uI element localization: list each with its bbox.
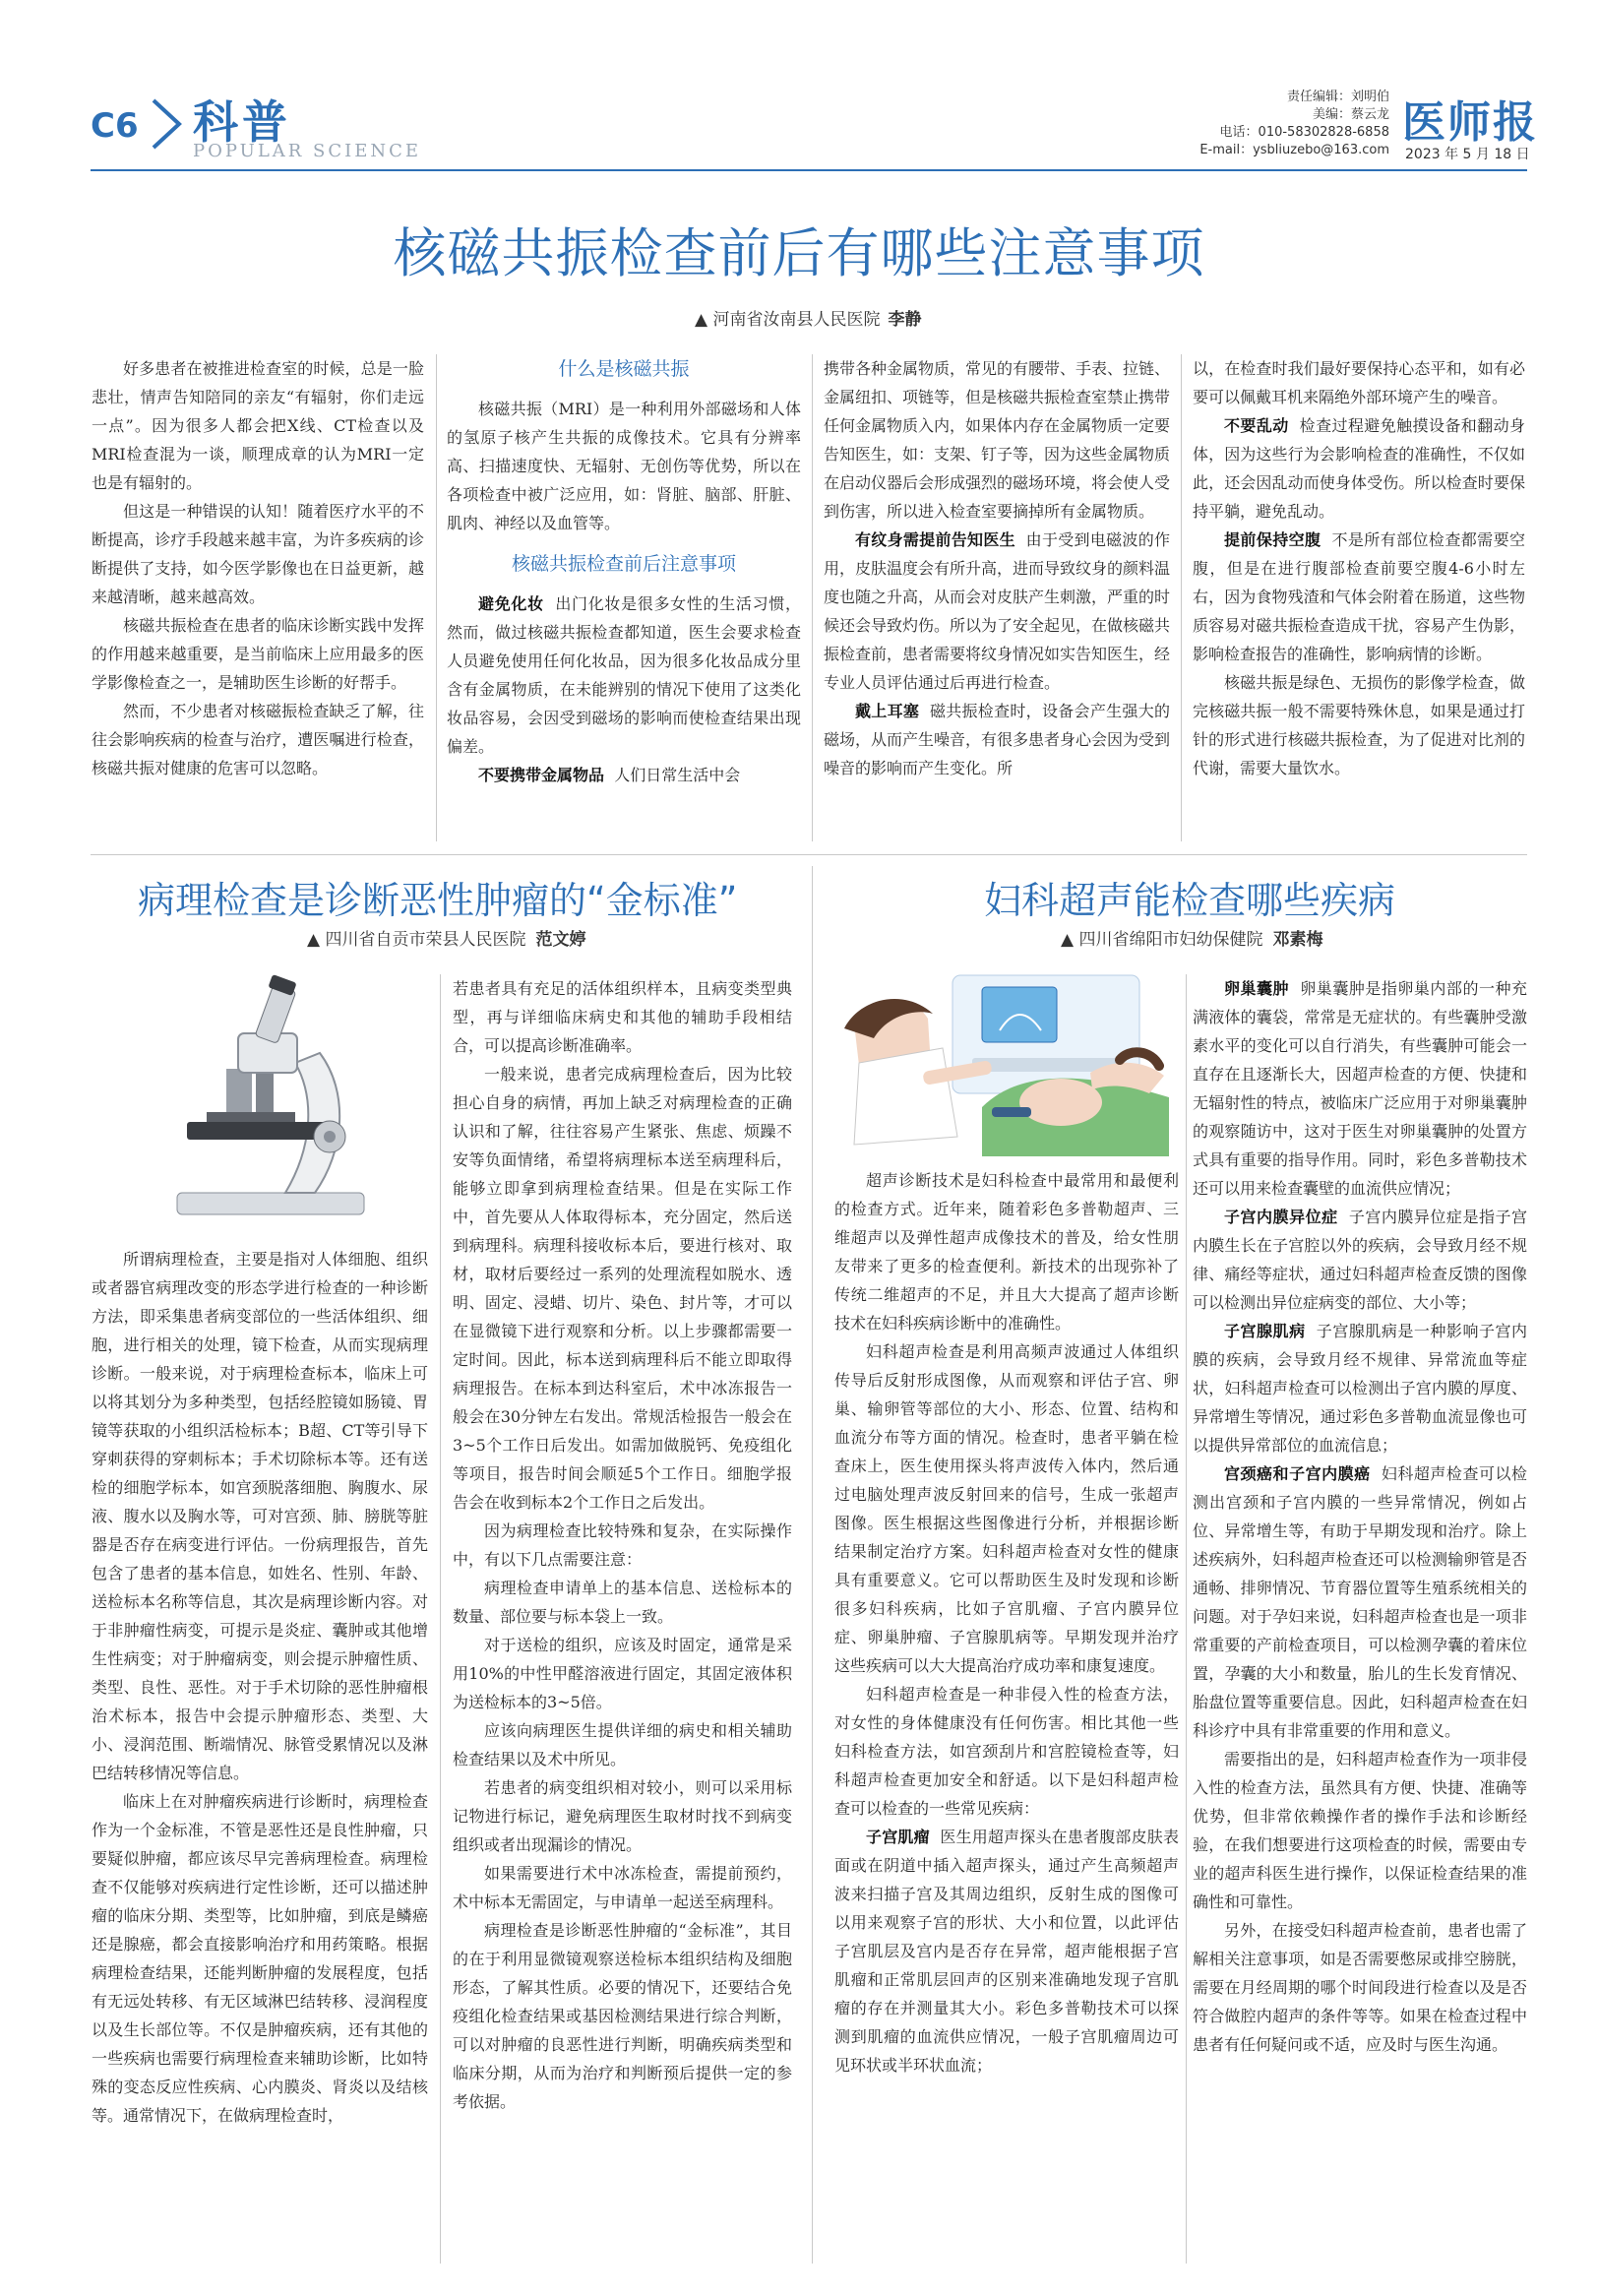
keyword-earplug: 戴上耳塞 — [855, 702, 920, 720]
column-divider — [436, 354, 437, 841]
article2-byline-author: 范文婷 — [535, 930, 586, 950]
paragraph: 病理检查是诊断恶性肿瘤的“金标准”，其目的在于利用显微镜观察送检标本组织结构及细胞形态，了解其性质。必要的情况下，还要结合免疫组化检查结果或基因检测结果进行综合判断，可以对肿瘤的良恶性进行判断，明确疾病类型和临床分期，从而为治疗和判断预后提供一定的参考依据。 — [453, 1921, 792, 2111]
article1-byline — [695, 305, 921, 330]
paragraph: 若患者具有充足的活体组织样本，且病变类型典型，再与详细临床病史和其他的辅助手段相结合，可以提高诊断准确率。 — [453, 979, 792, 1055]
paragraph-text: 出门化妆是很多女性的生活习惯，然而，做过核磁共振检查都知道，医生会要求检查人员避免使用任何化妆品，因为很多化妆品成分里含有金属物质，在未能辨别的情况下使用了这类化妆品容易，会因受到磁场的影响而使检查结果出现偏差。 — [447, 594, 801, 756]
paragraph: 但这是一种错误的认知！随着医疗水平的不断提高，诊疗手段越来越丰富，为许多疾病的诊断提供了支持，如今医学影像也在日益更新，越来越清晰，越来越高效。 — [92, 502, 424, 606]
keyword-endometriosis: 子宫内膜异位症 — [1224, 1208, 1338, 1226]
column-divider — [812, 354, 813, 841]
paragraph-text: 不是所有部位检查都需要空腹，但是在进行腹部检查前要空腹4-6小时左右，因为食物残渣和气体会附着在肠道，这些物质容易对磁共振检查造成干扰，容易产生伪影，影响检查报告的准确性，影响病情的诊断。 — [1193, 530, 1525, 663]
keyword-no-move: 不要乱动 — [1224, 416, 1289, 435]
paragraph: 若患者的病变组织相对较小，则可以采用标记物进行标记，避免病理医生取材时找不到病变组织或者出现漏诊的情况。 — [453, 1778, 792, 1854]
paragraph: 应该向病理医生提供详细的病史和相关辅助检查结果以及术中所见。 — [453, 1721, 792, 1769]
column-divider — [1186, 974, 1187, 2264]
paragraph: 一般来说，患者完成病理检查后，因为比较担心自身的病情，再加上缺乏对病理检查的正确认识和了解，往往容易产生紧张、焦虑、烦躁不安等负面情绪，希望将病理标本送至病理科后，能够立即拿到病理检查结果。但是在实际工作中，首先要从人体取得标本，充分固定，然后送到病理科。病理科接收标本后，要进行核对、取材，取材后要经过一系列的处理流程如脱水、透明、固定、浸蜡、切片、染色、封片等，才可以在显微镜下进行观察和分析。以上步骤都需要一定时间。因此，标本送到病理科后不能立即取得病理报告。在标本到达科室后，术中冰冻报告一般会在30分钟左右发出。常规活检报告一般会在3~5个工作日后发出。如需加做脱钙、免疫组化等项目，报告时间会顺延5个工作日。细胞学报告会在收到标本2个工作日之后发出。 — [453, 1065, 792, 1512]
ultrasound-illustration — [834, 969, 1179, 1156]
chevron-icon — [148, 96, 187, 152]
paragraph — [1193, 1203, 1527, 1317]
keyword-makeup: 避免化妆 — [478, 594, 544, 613]
paragraph: 所谓病理检查，主要是指对人体细胞、组织或者器官病理改变的形态学进行检查的一种诊断方法，即采集患者病变部位的一些活体组织、细胞，进行相关的处理，镜下检查，从而实现病理诊断。一般来说，对于病理检查标本，临床上可以将其划分为多种类型，包括经腔镜如肠镜、胃镜等获取的小组织活检标本；B超、CT等引导下穿刺获得的穿刺标本；手术切除标本等。还有送检的细胞学标本，如宫颈脱落细胞、胸腹水、尿液、腹水以及胸水等，可对宫颈、肺、膀胱等脏器是否存在病变进行评估。一份病理报告，首先包含了患者的基本信息，如姓名、性别、年龄、送检标本名称等信息，其次是病理诊断内容。对于非肿瘤性病变，可提示是炎症、囊肿或其他增生性病变；对于肿瘤病变，则会提示肿瘤性质、类型、良性、恶性。对于手术切除的恶性肿瘤根治术标本，报告中会提示肿瘤形态、类型、大小、浸润范围、断端情况、脉管受累情况以及淋巴结转移情况等信息。 — [92, 1250, 428, 1782]
article1-column-1 — [92, 354, 424, 782]
masthead-logo: 医师报 — [1402, 97, 1538, 148]
paragraph-text: 由于受到电磁波的作用，皮肤温度会有所升高，进而导致纹身的颜料温度也随之升高，从而会对皮肤产生刺激，严重的时候还会导致灼伤。所以为了安全起见，在做核磁共振检查前，患者需要将纹身情况如实告知医生，经专业人员评估通过后再进行检查。 — [824, 530, 1171, 692]
paragraph: 因为病理检查比较特殊和复杂，在实际操作中，有以下几点需要注意： — [453, 1521, 792, 1569]
paragraph-text: 人们日常生活中会 — [614, 766, 741, 784]
page-number: C6 — [91, 106, 139, 146]
paragraph: 以，在检查时我们最好要保持心态平和，如有必要可以佩戴耳机来隔绝外部环境产生的噪音。 — [1193, 359, 1525, 406]
paragraph: 如果需要进行术中冰冻检查，需提前预约，术中标本无需固定，与申请单一起送至病理科。 — [453, 1864, 792, 1911]
paragraph: 然而，不少患者对核磁振检查缺乏了解，往往会影响疾病的检查与治疗，遭医嘱进行检查，核磁共振对健康的危害可以忽略。 — [92, 702, 424, 777]
article3-column-2 — [1193, 974, 1527, 2059]
keyword-adenomyosis: 子宫腺肌病 — [1224, 1322, 1306, 1340]
article3-headline: 妇科超声能检查哪些疾病 — [984, 879, 1396, 922]
section-title-en: POPULAR SCIENCE — [193, 141, 422, 161]
paragraph: 另外，在接受妇科超声检查前，患者也需了解相关注意事项，如是否需要憋尿或排空膀胱，需要在月经周期的哪个时间段进行检查以及是否符合做腔内超声的条件等等。如果在检查过程中患者有任何疑问或不适，应及时与医生沟通。 — [1193, 1921, 1527, 2054]
paragraph: 核磁共振检查在患者的临床诊断实践中发挥的作用越来越重要，是当前临床上应用最多的医学影像检查之一，是辅助医生诊断的好帮手。 — [92, 616, 424, 692]
column-divider — [440, 974, 441, 2264]
paragraph — [1193, 974, 1527, 1203]
article3-column-1 — [834, 1166, 1179, 2079]
article3-byline-org: ▲ 四川省绵阳市妇幼保健院 — [1061, 930, 1263, 950]
paragraph-text: 检查过程避免触摸设备和翻动身体，因为这些行为会影响检查的准确性，不仅如此，还会因乱动而使身体受伤。所以检查时要保持平躺，避免乱动。 — [1193, 416, 1525, 521]
credit-designer: 美编：蔡云龙 — [1312, 107, 1389, 122]
paragraph-text: 医生用超声探头在患者腹部皮肤表面或在阴道中插入超声探头，通过产生高频超声波来扫描子宫及其周边组织，反射生成的图像可以用来观察子宫的形状、大小和位置，以此评估子宫肌层及宫内是否存在异常，超声能根据子宫肌瘤和正常肌层回声的区别来准确地发现子宫肌瘤的存在并测量其大小。彩色多普勒技术可以探测到肌瘤的血流供应情况，一般子宫肌瘤周边可见环状或半环状血流； — [834, 1828, 1179, 2075]
keyword-fasting: 提前保持空腹 — [1224, 530, 1321, 549]
paragraph-text: 磁共振检查时，设备会产生强大的磁场，从而产生噪音，有很多患者身心会因为受到噪音的影响而产生变化。所 — [824, 702, 1171, 777]
paragraph-text: 卵巢囊肿是指卵巢内部的一种充满液体的囊袋，常常是无症状的。有些囊肿受激素水平的变化可以自行消失，有些囊肿可能会一直存在且逐渐长大，因超声检查的方便、快捷和无辐射性的特点，被临床广泛应用于对卵巢囊肿的观察随访中，这对于医生对卵巢囊肿的处置方式具有重要的指导作用。同时，彩色多普勒技术还可以用来检查囊壁的血流供应情况； — [1193, 979, 1527, 1198]
page-header — [0, 0, 1598, 172]
paragraph: 需要指出的是，妇科超声检查作为一项非侵入性的检查方法，虽然具有方便、快捷、准确等优势，但非常依赖操作者的操作手法和诊断经验，在我们想要进行这项检查的时候，需要由专业的超声科医生进行操作，以保证检查结果的准确性和可靠性。 — [1193, 1750, 1527, 1911]
article2-byline-org: ▲ 四川省自贡市荣县人民医院 — [307, 930, 526, 950]
paragraph — [1193, 411, 1525, 526]
article3-byline — [1061, 925, 1322, 950]
article1-column-2 — [447, 354, 801, 789]
credit-email: E-mail：ysbliuzebo@163.com — [1199, 143, 1389, 157]
keyword-metal: 不要携带金属物品 — [478, 766, 605, 784]
article2-column-2 — [453, 974, 792, 2116]
paragraph — [1193, 1459, 1527, 1745]
issue-date: 2023 年 5 月 18 日 — [1405, 147, 1530, 162]
paragraph: 对于送检的组织，应该及时固定，通常是采用10%的中性甲醛溶液进行固定，其固定液体积为送检标本的3~5倍。 — [453, 1636, 792, 1711]
subheading-precautions: 核磁共振检查前后注意事项 — [511, 553, 736, 575]
header-rule — [91, 169, 1527, 171]
paragraph — [1193, 526, 1525, 668]
paragraph — [1193, 1317, 1527, 1459]
paragraph — [834, 1823, 1179, 2079]
paragraph: 核磁共振（MRI）是一种利用外部磁场和人体的氢原子核产生共振的成像技术。它具有分辨率高、扫描速度快、无辐射、无创伤等优势，所以在各项检查中被广泛应用，如：肾脏、脑部、肝脏、肌肉、神经以及血管等。 — [447, 400, 801, 532]
paragraph: 妇科超声检查是利用高频声波通过人体组织传导后反射形成图像，从而观察和评估子宫、卵巢、输卵管等部位的大小、形态、位置、结构和血流分布等方面的情况。检查时，患者平躺在检查床上，医生使用探头将声波传入体内，然后通过电脑处理声波反射回来的信号，生成一张超声图像。医生根据这些图像进行分析，并根据诊断结果制定治疗方案。妇科超声检查对女性的健康具有重要意义。它可以帮助医生及时发现和诊断很多妇科疾病，比如子宫肌瘤、子宫内膜异位症、卵巢肿瘤、子宫腺肌病等。早期发现并治疗这些疾病可以大大提高治疗成功率和康复速度。 — [834, 1342, 1179, 1675]
credit-editor: 责任编辑：刘明伯 — [1286, 90, 1389, 104]
paragraph: 好多患者在被推进检查室的时候，总是一脸悲壮，情声告知陪同的亲友“有辐射，你们走远一点”。因为很多人都会把X线、CT检查以及MRI检查混为一谈，顺理成章的认为MRI一定也是有辐射的。 — [92, 359, 424, 492]
article3-byline-author: 邓素梅 — [1272, 930, 1323, 950]
keyword-tattoo: 有纹身需提前告知医生 — [855, 530, 1015, 549]
article-separator — [91, 854, 1527, 855]
microscope-illustration — [148, 974, 423, 1220]
article1-column-4 — [1193, 354, 1525, 782]
paragraph — [447, 761, 801, 789]
article1-column-3 — [824, 354, 1170, 782]
keyword-myoma: 子宫肌瘤 — [866, 1828, 930, 1846]
section-title: 科普 — [193, 95, 291, 149]
credit-phone: 电话：010-58302828-6858 — [1219, 125, 1389, 140]
paragraph: 核磁共振是绿色、无损伤的影像学检查，做完核磁共振一般不需要特殊休息，如果是通过打针的形式进行核磁共振检查，为了促进对比剂的代谢，需要大量饮水。 — [1193, 673, 1525, 777]
paragraph: 携带各种金属物质，常见的有腰带、手表、拉链、金属纽扣、项链等，但是核磁共振检查室禁止携带任何金属物质入内，如果体内存在金属物质一定要告知医生，如：支架、钉子等，因为这些金属物质在启动仪器后会形成强烈的磁场环境，将会使人受到伤害，所以进入检查室要摘掉所有金属物质。 — [824, 359, 1171, 521]
article2-headline: 病理检查是诊断恶性肿瘤的“金标准” — [138, 879, 738, 922]
paragraph: 超声诊断技术是妇科检查中最常用和最便利的检查方式。近年来，随着彩色多普勒超声、三维超声以及弹性超声成像技术的普及，给女性朋友带来了更多的检查便利。新技术的出现弥补了传统二维超声的不足，并且大大提高了超声诊断技术在妇科疾病诊断中的准确性。 — [834, 1171, 1179, 1333]
article2-byline — [307, 925, 585, 950]
paragraph-text: 子宫内膜异位症是指子宫内膜生长在子宫腔以外的疾病，会导致月经不规律、痛经等症状，通过妇科超声检查反馈的图像可以检测出异位症病变的部位、大小等； — [1193, 1208, 1527, 1312]
subheading-what-is-mri: 什么是核磁共振 — [558, 358, 690, 380]
keyword-ovary-cyst: 卵巢囊肿 — [1224, 979, 1290, 998]
article1-byline-org: ▲ 河南省汝南县人民医院 — [695, 310, 881, 330]
editor-credits — [1132, 89, 1389, 159]
article-divider — [812, 866, 813, 2264]
paragraph-text: 妇科超声检查可以检测出宫颈和子宫内膜的一些异常情况，例如占位、异常增生等，有助于早期发现和治疗。除上述疾病外，妇科超声检查还可以检测输卵管是否通畅、排卵情况、节育器位置等生殖系统相关的问题。对于孕妇来说，妇科超声检查也是一项非常重要的产前检查项目，可以检测孕囊的着床位置，孕囊的大小和数量，胎儿的生长发育情况、胎盘位置等重要信息。因此，妇科超声检查在妇科诊疗中具有非常重要的作用和意义。 — [1193, 1464, 1527, 1740]
article2-column-1 — [92, 1245, 428, 2130]
article1-byline-author: 李静 — [888, 310, 922, 330]
paragraph-text: 子宫腺肌病是一种影响子宫内膜的疾病，会导致月经不规律、异常流血等症状，妇科超声检查可以检测出子宫内膜的厚度、异常增生等情况，通过彩色多普勒血流显像也可以提供异常部位的血流信息； — [1193, 1322, 1527, 1455]
paragraph: 临床上在对肿瘤疾病进行诊断时，病理检查作为一个金标准，不管是恶性还是良性肿瘤，只要疑似肿瘤，都应该尽早完善病理检查。病理检查不仅能够对疾病进行定性诊断，还可以描述肿瘤的临床分期、类型等，比如肿瘤，到底是鳞癌还是腺癌，都会直接影响治疗和用药策略。根据病理检查结果，还能判断肿瘤的发展程度，包括有无远处转移、有无区域淋巴结转移、浸润程度以及生长部位等。不仅是肿瘤疾病，还有其他的一些疾病也需要行病理检查来辅助诊断，比如特殊的变态反应性疾病、心内膜炎、肾炎以及结核等。通常情况下，在做病理检查时， — [92, 1792, 428, 2125]
column-divider — [1181, 354, 1182, 841]
paragraph: 病理检查申请单上的基本信息、送检标本的数量、部位要与标本袋上一致。 — [453, 1579, 792, 1626]
paragraph — [824, 526, 1170, 697]
paragraph — [447, 590, 801, 761]
keyword-cervical-cancer: 宫颈癌和子宫内膜癌 — [1224, 1464, 1371, 1483]
paragraph — [824, 697, 1170, 782]
article1-headline: 核磁共振检查前后有哪些注意事项 — [393, 222, 1205, 284]
paragraph: 妇科超声检查是一种非侵入性的检查方法，对女性的身体健康没有任何伤害。相比其他一些妇科检查方法，如宫颈刮片和宫腔镜检查等，妇科超声检查更加安全和舒适。以下是妇科超声检查可以检查的一些常见疾病： — [834, 1685, 1179, 1818]
